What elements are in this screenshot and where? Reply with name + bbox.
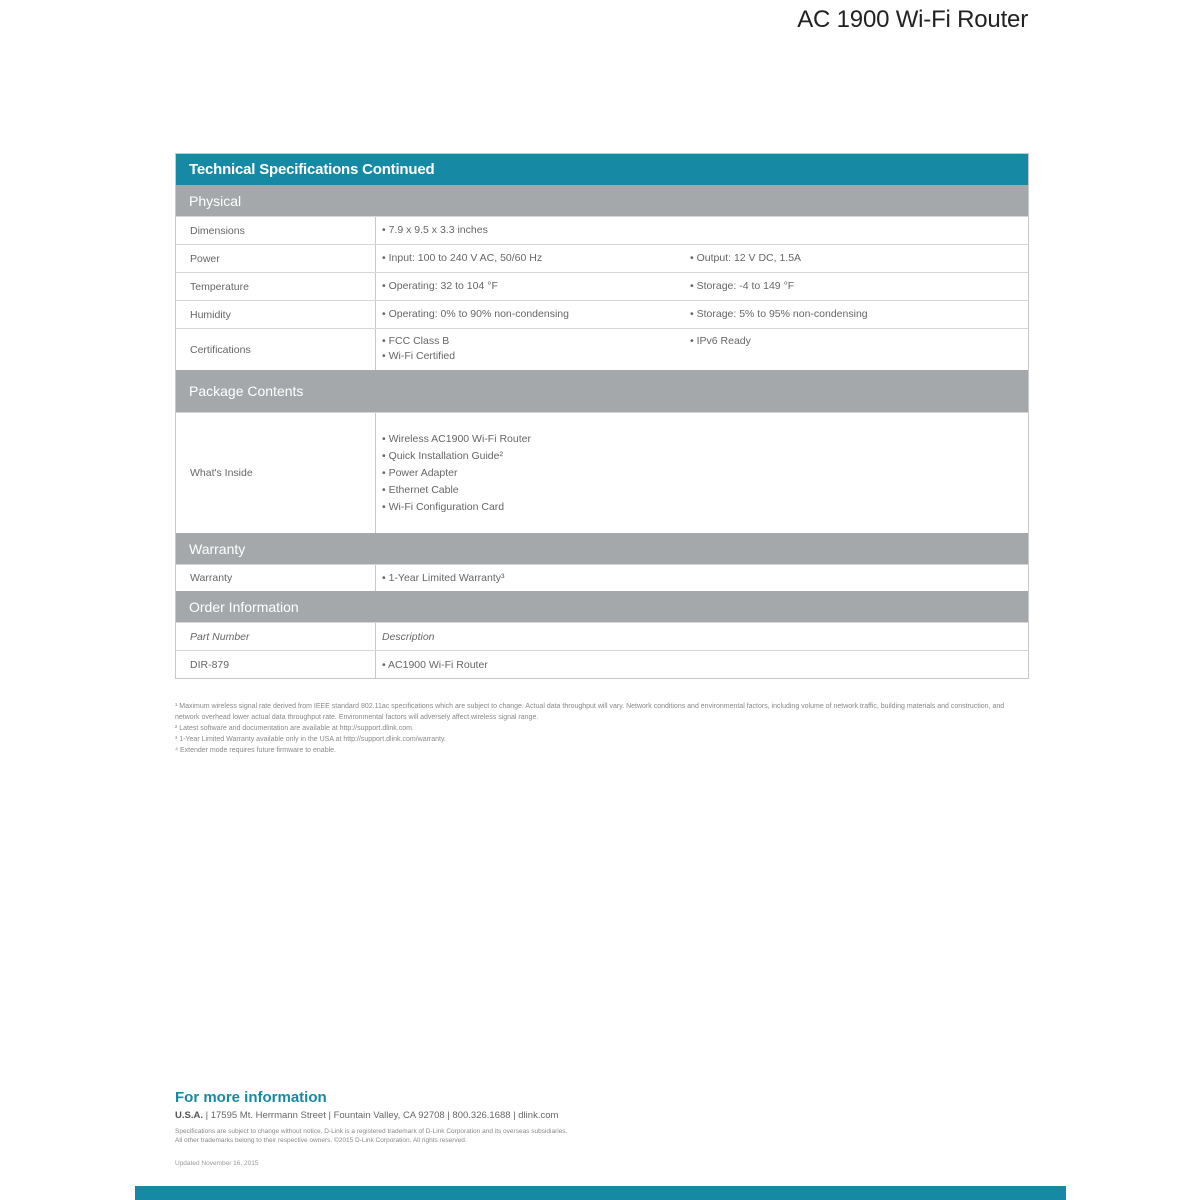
footnotes — [175, 701, 1025, 756]
legal-notice — [175, 1127, 775, 1145]
footnote: ¹ Maximum wireless signal rate derived from IEEE standard 802.11ac specifications which are subject to change. Actual data throughput will vary. Network conditions and environmental factors, including volume of network traffic, building materials and construction, and network overhead lower actual data throughput rate. Environmental factors will adversely affect wireless signal range. — [175, 703, 1005, 721]
table-row — [176, 216, 1028, 244]
spec-value: • Storage: -4 to 149 °F — [690, 280, 795, 292]
country-label: U.S.A. — [175, 1110, 203, 1121]
spec-value: • Wi-Fi Certified — [382, 350, 456, 362]
table-row — [176, 650, 1028, 678]
package-items — [376, 413, 1028, 533]
document-title: AC 1900 Wi-Fi Router — [797, 6, 1028, 33]
footer-bar — [135, 1186, 1066, 1200]
part-description: • AC1900 Wi-Fi Router — [382, 658, 488, 671]
footnote: ³ 1-Year Limited Warranty available only in the USA at http://support.dlink.com/warranty. — [175, 736, 446, 743]
spec-value: • Operating: 0% to 90% non-condensing — [382, 308, 569, 320]
section-physical: Physical — [176, 185, 1028, 216]
section-order-information: Order Information — [176, 591, 1028, 622]
warranty-value: • 1-Year Limited Warranty³ — [382, 571, 505, 584]
table-heading: Technical Specifications Continued — [176, 154, 1028, 185]
address-line: | 17595 Mt. Herrmann Street | Fountain Valley, CA 92708 | 800.326.1688 | dlink.com — [202, 1110, 559, 1121]
spec-value: • IPv6 Ready — [690, 335, 751, 347]
package-item: • Quick Installation Guide² — [382, 449, 503, 462]
more-information-heading: For more information — [175, 1089, 327, 1106]
column-header-description: Description — [382, 630, 435, 643]
package-item: • Wi-Fi Configuration Card — [382, 500, 505, 513]
spec-value: • Storage: 5% to 95% non-condensing — [690, 308, 868, 320]
legal-line: Specifications are subject to change without notice. D-Link is a registered trademark of D-Link Corporation and its overseas subsidiaries. — [175, 1128, 568, 1135]
spec-value: • Input: 100 to 240 V AC, 50/60 Hz — [382, 252, 543, 264]
package-item: • Ethernet Cable — [382, 483, 459, 496]
row-label: Certifications — [176, 329, 376, 370]
spec-value: • Output: 12 V DC, 1.5A — [690, 252, 802, 264]
spec-table — [175, 153, 1029, 679]
package-item: • Wireless AC1900 Wi-Fi Router — [382, 432, 531, 445]
updated-date: Updated November 16, 2015 — [175, 1160, 259, 1167]
row-label: Humidity — [176, 301, 376, 328]
physical-rows — [176, 216, 1028, 370]
row-label: What's Inside — [176, 413, 376, 533]
contact-address — [175, 1110, 558, 1121]
column-header-part-number: Part Number — [176, 623, 376, 650]
table-row — [176, 622, 1028, 650]
table-row — [176, 244, 1028, 272]
table-row — [176, 272, 1028, 300]
package-item: • Power Adapter — [382, 466, 458, 479]
spec-value: • Operating: 32 to 104 °F — [382, 280, 498, 292]
row-label: Temperature — [176, 273, 376, 300]
part-number: DIR-879 — [176, 651, 376, 678]
spec-value: • 7.9 x 9.5 x 3.3 inches — [382, 224, 488, 236]
row-label: Dimensions — [176, 217, 376, 244]
legal-line: All other trademarks belong to their respective owners. ©2015 D-Link Corporation. All rights reserved. — [175, 1137, 467, 1144]
table-row — [176, 300, 1028, 328]
table-row — [176, 328, 1028, 370]
row-label: Warranty — [176, 565, 376, 591]
row-label: Power — [176, 245, 376, 272]
table-row — [176, 564, 1028, 591]
spec-value: • FCC Class B — [382, 335, 450, 347]
section-package-contents: Package Contents — [176, 370, 1028, 412]
footnote: ² Latest software and documentation are available at http://support.dlink.com. — [175, 725, 414, 732]
table-row — [176, 412, 1028, 533]
footnote: ⁴ Extender mode requires future firmware to enable. — [175, 747, 336, 754]
section-warranty: Warranty — [176, 533, 1028, 564]
